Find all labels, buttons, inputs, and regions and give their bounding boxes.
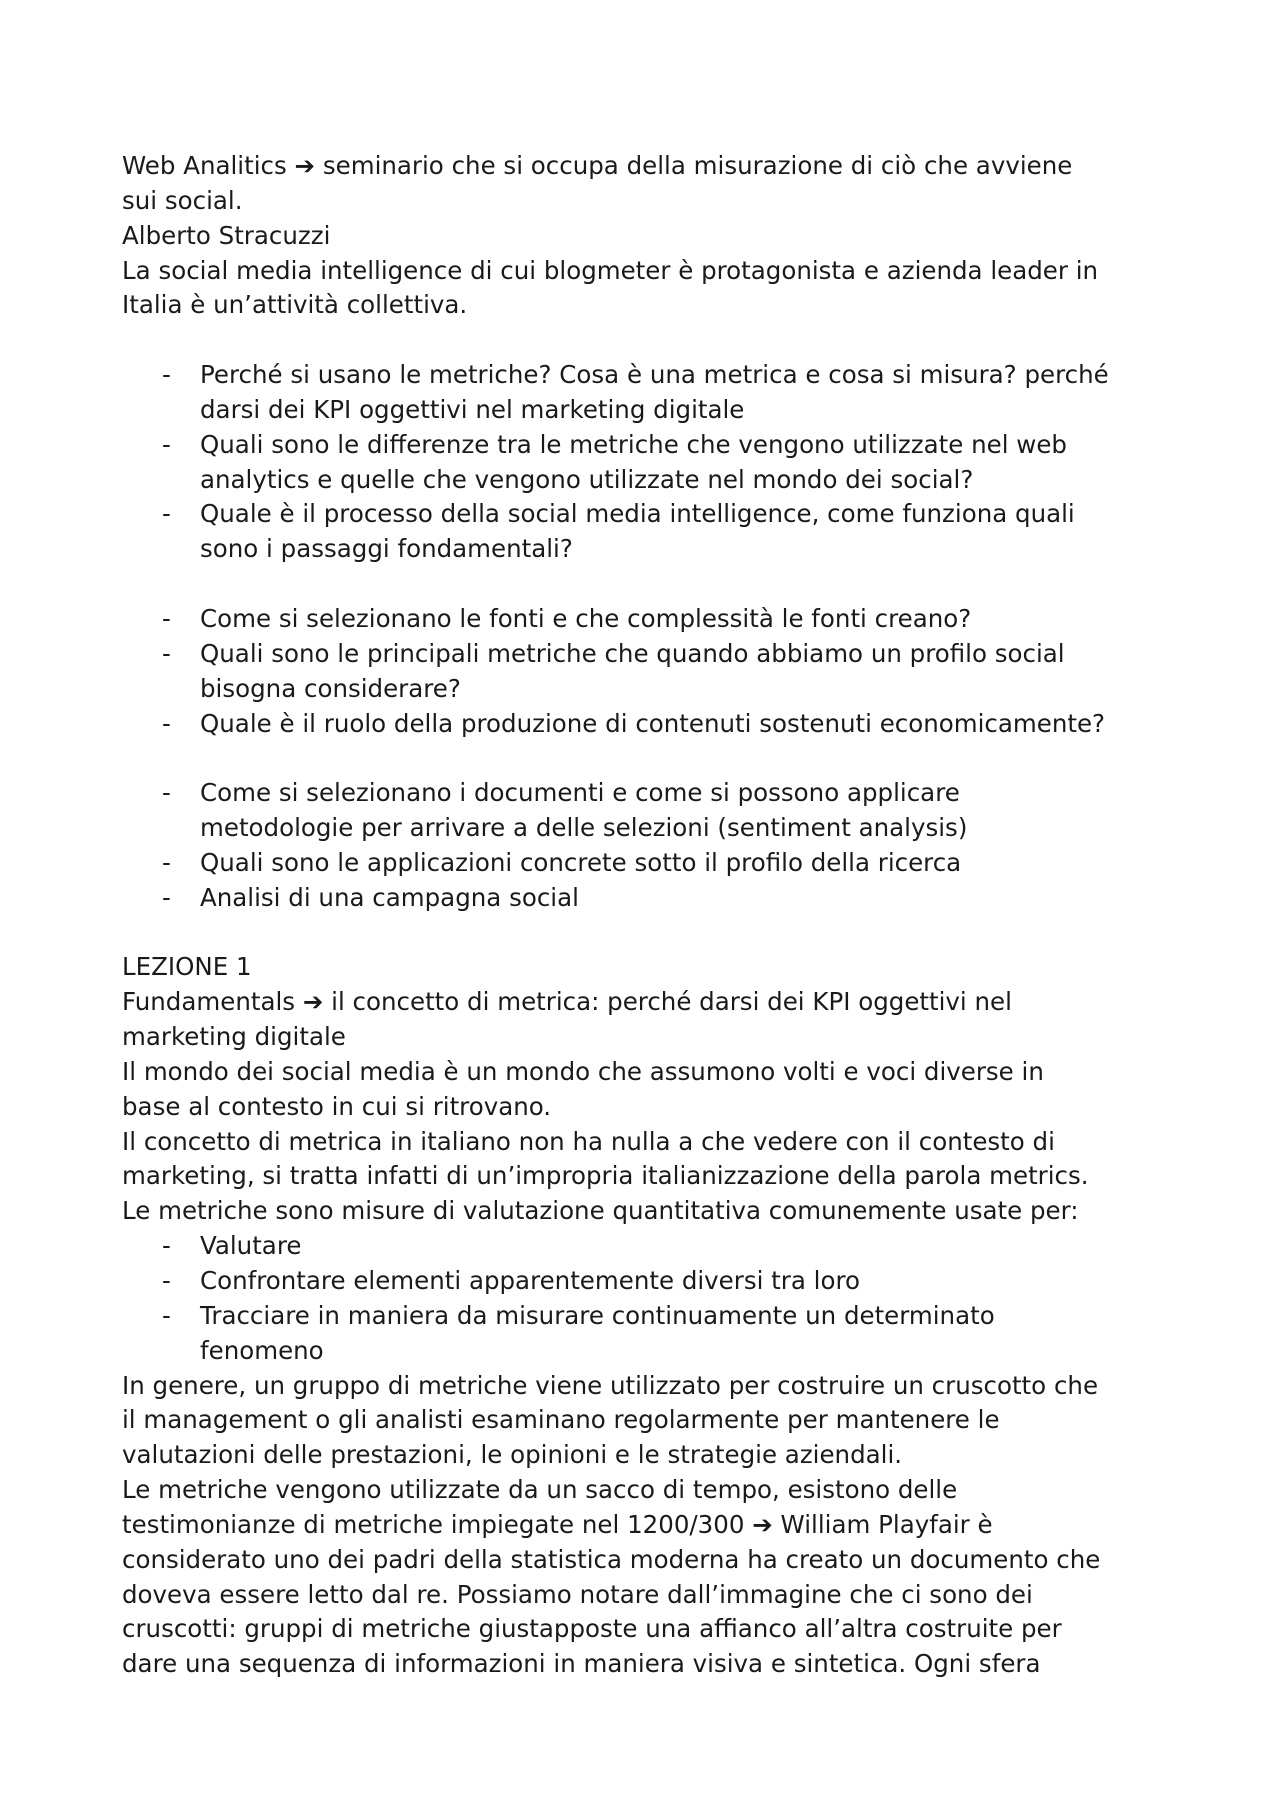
topics-list-3	[122, 776, 1182, 915]
intro-paragraph	[122, 149, 1182, 323]
list-item-line: Perché si usano le metriche? Cosa è una metrica e cosa si misura? perché	[200, 360, 1109, 390]
text-line: considerato uno dei padri della statistica moderna ha creato un documento che	[122, 1544, 1101, 1574]
text-line: doveva essere letto dal re. Possiamo notare dall’immagine che ci sono dei	[122, 1579, 1033, 1609]
bullet-dash: -	[162, 882, 171, 912]
list-item-line: Analisi di una campagna social	[200, 882, 579, 912]
list-item-line: Tracciare in maniera da misurare continuamente un determinato	[200, 1300, 995, 1330]
bullet-dash: -	[162, 638, 171, 668]
list-item-text	[200, 602, 1182, 637]
list-item-text	[200, 1264, 1182, 1299]
list-item	[122, 881, 1182, 916]
list-item-line: Quali sono le principali metriche che quando abbiamo un profilo social	[200, 638, 1065, 668]
blank-line	[122, 323, 1182, 358]
list-item-text	[200, 707, 1182, 742]
list-item	[122, 637, 1182, 707]
list-item-text	[200, 846, 1182, 881]
author-name: Alberto Stracuzzi	[122, 220, 331, 250]
list-item-line: Come si selezionano le fonti e che complessità le fonti creano?	[200, 603, 972, 633]
blank-line	[122, 741, 1182, 776]
bullet-dash: -	[162, 499, 171, 529]
list-item	[122, 846, 1182, 881]
list-item	[122, 428, 1182, 498]
text-line: Le metriche vengono utilizzate da un sacco di tempo, esistono delle	[122, 1475, 958, 1505]
bullet-dash: -	[162, 778, 171, 808]
list-item-line: darsi dei KPI oggettivi nel marketing digitale	[200, 394, 745, 424]
list-item	[122, 1229, 1182, 1264]
list-item-line: sono i passaggi fondamentali?	[200, 534, 573, 564]
list-item-line: Come si selezionano i documenti e come si possono applicare	[200, 778, 960, 808]
closing-paragraph	[122, 1369, 1182, 1683]
text-line: In genere, un gruppo di metriche viene utilizzato per costruire un cruscotto che	[122, 1370, 1099, 1400]
document-body	[122, 149, 1182, 1682]
bullet-dash: -	[162, 360, 171, 390]
list-item-text	[200, 428, 1182, 498]
text-line: marketing, si tratta infatti di un’impropria italianizzazione della parola metrics.	[122, 1161, 1089, 1191]
text-line: cruscotti: gruppi di metriche giustapposte una affianco all’altra costruite per	[122, 1614, 1062, 1644]
list-item-text	[200, 881, 1182, 916]
text-line: sui social.	[122, 185, 243, 215]
text-line: marketing digitale	[122, 1022, 346, 1052]
list-item-text	[200, 776, 1182, 846]
list-item	[122, 358, 1182, 428]
list-item-text	[200, 637, 1182, 707]
list-item-text	[200, 1299, 1182, 1369]
blank-line	[122, 567, 1182, 602]
text-line: dare una sequenza di informazioni in maniera visiva e sintetica. Ogni sfera	[122, 1649, 1041, 1679]
list-item-line: Quale è il processo della social media intelligence, come funziona quali	[200, 499, 1075, 529]
text-line: Web Analitics ➔ seminario che si occupa della misurazione di ciò che avviene	[122, 151, 1073, 180]
list-item-text	[200, 497, 1182, 567]
metrics-uses-list	[122, 1229, 1182, 1368]
text-line: Fundamentals ➔ il concetto di metrica: perché darsi dei KPI oggettivi nel	[122, 987, 1012, 1017]
lesson-section	[122, 950, 1182, 1229]
bullet-dash: -	[162, 1231, 171, 1261]
list-item-line: Quali sono le differenze tra le metriche che vengono utilizzate nel web	[200, 429, 1067, 459]
list-item-line: Quale è il ruolo della produzione di contenuti sostenuti economicamente?	[200, 708, 1106, 738]
list-item-line: Valutare	[200, 1231, 302, 1261]
text-line: La social media intelligence di cui blogmeter è protagonista e azienda leader in	[122, 255, 1099, 285]
bullet-dash: -	[162, 1300, 171, 1330]
text-line: Italia è un’attività collettiva.	[122, 290, 468, 320]
text-line: il management o gli analisti esaminano regolarmente per mantenere le	[122, 1405, 1000, 1435]
topics-list-2	[122, 602, 1182, 741]
list-item-line: Quali sono le applicazioni concrete sotto il profilo della ricerca	[200, 847, 962, 877]
bullet-dash: -	[162, 1266, 171, 1295]
list-item	[122, 1264, 1182, 1299]
lesson-heading: LEZIONE 1	[122, 952, 252, 982]
text-line: base al contesto in cui si ritrovano.	[122, 1091, 552, 1121]
list-item-text	[200, 358, 1182, 428]
text-line: Le metriche sono misure di valutazione quantitativa comunemente usate per:	[122, 1196, 1079, 1226]
topics-list-1	[122, 358, 1182, 567]
list-item-line: bisogna considerare?	[200, 673, 461, 703]
text-line: Il mondo dei social media è un mondo che assumono volti e voci diverse in	[122, 1056, 1044, 1086]
list-item-line: Confrontare elementi apparentemente diversi tra loro	[200, 1266, 860, 1295]
text-line: Il concetto di metrica in italiano non ha nulla a che vedere con il contesto di	[122, 1126, 1055, 1156]
blank-line	[122, 916, 1182, 951]
list-item	[122, 707, 1182, 742]
bullet-dash: -	[162, 708, 171, 738]
list-item	[122, 602, 1182, 637]
list-item	[122, 1299, 1182, 1369]
text-line: testimonianze di metriche impiegate nel 1200/300 ➔ William Playfair è	[122, 1509, 993, 1539]
list-item	[122, 776, 1182, 846]
list-item-text	[200, 1229, 1182, 1264]
bullet-dash: -	[162, 603, 171, 633]
bullet-dash: -	[162, 847, 171, 877]
list-item-line: metodologie per arrivare a delle selezioni (sentiment analysis)	[200, 813, 968, 843]
bullet-dash: -	[162, 429, 171, 459]
list-item-line: analytics e quelle che vengono utilizzate nel mondo dei social?	[200, 464, 974, 494]
list-item-line: fenomeno	[200, 1335, 324, 1365]
text-line: valutazioni delle prestazioni, le opinioni e le strategie aziendali.	[122, 1440, 903, 1470]
list-item	[122, 497, 1182, 567]
